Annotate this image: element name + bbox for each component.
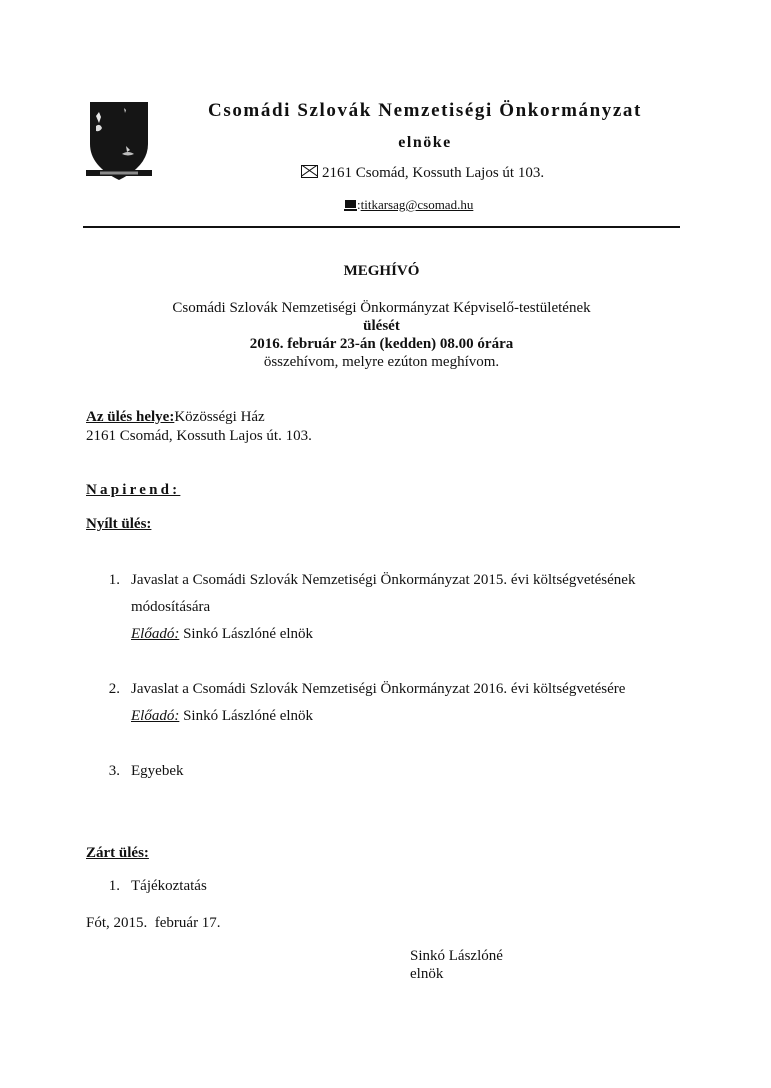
agenda-item-2-presenter (131, 708, 313, 725)
agenda-heading: Napirend: (86, 482, 181, 498)
open-session-heading: Nyílt ülés: (86, 516, 152, 532)
email-link[interactable]: titkarsag@csomad.hu (360, 197, 474, 212)
location-label: Az ülés helye: (86, 409, 175, 425)
presenter-name: Sinkó Lászlóné elnök (183, 708, 314, 724)
agenda-item-2-text: Javaslat a Csomádi Szlovák Nemzetiségi Önkormányzat 2016. évi költségvetésére (131, 681, 626, 697)
agenda-item-2-number: 2. (108, 681, 120, 697)
header-divider (83, 226, 680, 228)
agenda-item-1-number: 1. (108, 572, 120, 588)
organization-subtitle: elnöke (398, 134, 452, 151)
place-and-date: Fót, 2015. február 17. (86, 915, 221, 931)
computer-icon (345, 200, 356, 208)
address-text: 2161 Csomád, Kossuth Lajos út 103. (322, 165, 545, 181)
closed-session-heading: Zárt ülés: (86, 845, 149, 861)
location-line (86, 409, 265, 426)
presenter-label: Előadó: (131, 626, 180, 642)
invitation-heading: MEGHÍVÓ (343, 263, 420, 279)
invitation-line-2: ülését (363, 318, 400, 334)
invitation-date: 2016. február 23-án (kedden) 08.00 órára (249, 336, 514, 352)
envelope-icon (301, 165, 318, 178)
header-address (301, 165, 544, 182)
email-prefix: : (357, 197, 361, 212)
closed-item-1-text: Tájékoztatás (131, 878, 207, 894)
location-name: Közösségi Ház (174, 409, 265, 425)
agenda-item-1-presenter (131, 626, 313, 643)
agenda-item-3-number: 3. (108, 763, 120, 779)
coat-of-arms-logo (86, 100, 152, 184)
closed-item-1-number: 1. (108, 878, 120, 894)
presenter-name: Sinkó Lászlóné elnök (183, 626, 314, 642)
header-email (345, 197, 473, 213)
signer-title: elnök (410, 966, 444, 982)
agenda-item-1-text-cont: módosítására (131, 599, 211, 615)
presenter-label: Előadó: (131, 708, 180, 724)
invitation-line-1: Csomádi Szlovák Nemzetiségi Önkormányzat Képviselő-testületének (172, 300, 591, 316)
agenda-item-1-text: Javaslat a Csomádi Szlovák Nemzetiségi Önkormányzat 2015. évi költségvetésének (131, 572, 636, 588)
agenda-item-3-text: Egyebek (131, 763, 184, 779)
organization-title: Csomádi Szlovák Nemzetiségi Önkormányzat (208, 100, 642, 121)
invitation-line-4: összehívom, melyre ezúton meghívom. (263, 354, 500, 370)
location-address: 2161 Csomád, Kossuth Lajos út. 103. (86, 428, 312, 444)
signer-name: Sinkó Lászlóné (410, 948, 503, 964)
